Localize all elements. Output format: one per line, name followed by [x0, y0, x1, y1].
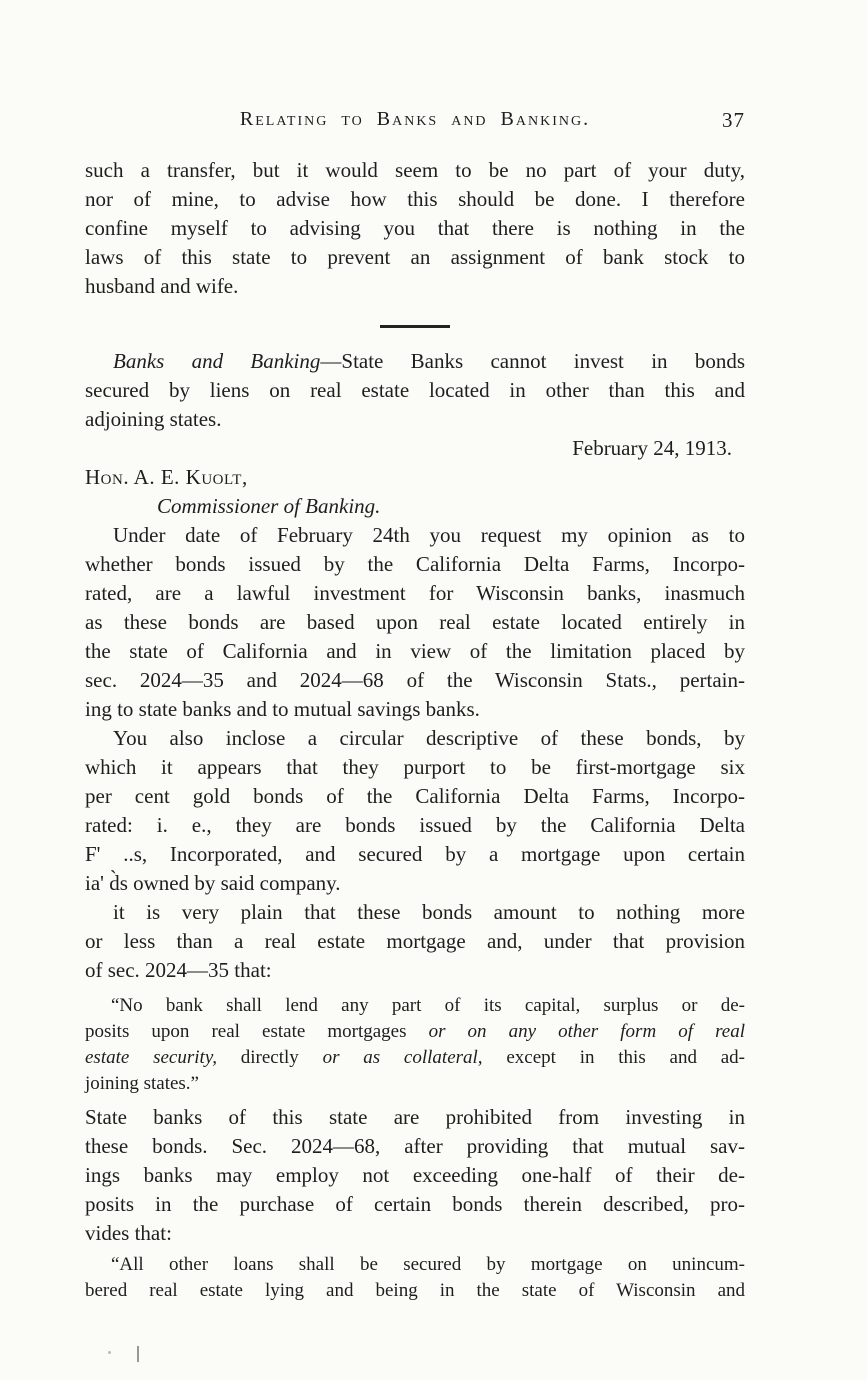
text-line: of sec. 2024—35 that:	[85, 958, 272, 982]
headnote-summary: —State Banks cannot invest in bonds	[320, 349, 745, 373]
date-block	[85, 434, 745, 463]
quote-italic: or as collateral,	[322, 1047, 483, 1068]
text-line: secured by liens on real estate located in other than this and	[85, 378, 745, 402]
text-line: adjoining states.	[85, 407, 222, 431]
text-line: nor of mine, to advise how this should be done. I therefore	[85, 187, 745, 211]
quote-italic: estate security,	[85, 1047, 217, 1068]
text-line: F' ..s, Incorporated, and secured by a mortgage upon certain	[85, 842, 745, 866]
quote-roman: directly	[216, 1047, 323, 1068]
page-number: 37	[722, 108, 745, 132]
text-line: ings banks may employ not exceeding one-half of their de-	[85, 1163, 745, 1187]
quote-roman: except in this and ad-	[482, 1047, 745, 1068]
section-divider	[380, 325, 450, 328]
text-line: laws of this state to prevent an assignment of bank stock to	[85, 245, 745, 269]
text-line: sec. 2024—35 and 2024—68 of the Wisconsin Stats., pertain-	[85, 668, 745, 692]
text-line	[85, 1045, 745, 1071]
scan-artifact	[137, 1346, 139, 1362]
page-header	[85, 108, 745, 134]
text-line: as these bonds are based upon real estate located entirely in	[85, 610, 745, 634]
salutation-title: Commissioner of Banking.	[157, 494, 381, 518]
text-line: “No bank shall lend any part of its capital, surplus or de-	[111, 995, 745, 1016]
salutation: Hon. A. E. Kuolt,	[85, 465, 248, 489]
text-line: ia' d̀s owned by said company.	[85, 871, 341, 895]
text-line: per cent gold bonds of the California Delta Farms, Incorpo-	[85, 784, 745, 808]
statute-quote	[85, 1252, 745, 1304]
text-line: or less than a real estate mortgage and, under that provision	[85, 929, 745, 953]
text-line: ing to state banks and to mutual savings banks.	[85, 697, 480, 721]
text-line: husband and wife.	[85, 274, 239, 298]
text-line: these bonds. Sec. 2024—68, after providing that mutual sav-	[85, 1134, 745, 1158]
paragraph	[85, 724, 745, 898]
text-line: rated: i. e., they are bonds issued by the California Delta	[85, 813, 745, 837]
paragraph	[85, 898, 745, 985]
text-line: bered real estate lying and being in the state of Wisconsin and	[85, 1280, 745, 1301]
text-line: vides that:	[85, 1221, 172, 1245]
running-head: Relating to Banks and Banking.	[239, 108, 591, 130]
text-line: Under date of February 24th you request my opinion as to	[113, 523, 745, 547]
quote-italic: or on any other form of real	[428, 1021, 745, 1042]
statute-quote	[85, 993, 745, 1097]
paragraph-continued	[85, 156, 745, 301]
scan-artifact	[108, 1351, 111, 1354]
text-line: confine myself to advising you that there is nothing in the	[85, 216, 745, 240]
text-line: State banks of this state are prohibited from investing in	[85, 1105, 745, 1129]
salutation-block	[85, 463, 745, 521]
quote-roman: posits upon real estate mortgages	[85, 1021, 429, 1042]
text-line: it is very plain that these bonds amount to nothing more	[113, 900, 745, 924]
text-line: “All other loans shall be secured by mortgage on unincum-	[111, 1254, 745, 1275]
date-line: February 24, 1913.	[572, 436, 732, 460]
text-line	[85, 347, 745, 376]
text-line: which it appears that they purport to be first-mortgage six	[85, 755, 745, 779]
paragraph	[85, 1103, 745, 1248]
text-line	[85, 1019, 745, 1045]
headnote-subject: Banks and Banking	[113, 349, 321, 373]
text-line: rated, are a lawful investment for Wisconsin banks, inasmuch	[85, 581, 745, 605]
text-line: You also inclose a circular descriptive of these bonds, by	[113, 726, 745, 750]
paragraph	[85, 521, 745, 724]
text-line: posits in the purchase of certain bonds therein described, pro-	[85, 1192, 745, 1216]
opinion-headnote	[85, 347, 745, 434]
text-line: such a transfer, but it would seem to be no part of your duty,	[85, 158, 745, 182]
text-line: joining states.”	[85, 1073, 199, 1094]
text-line: whether bonds issued by the California Delta Farms, Incorpo-	[85, 552, 745, 576]
text-line: the state of California and in view of the limitation placed by	[85, 639, 745, 663]
page-content	[85, 0, 745, 1304]
